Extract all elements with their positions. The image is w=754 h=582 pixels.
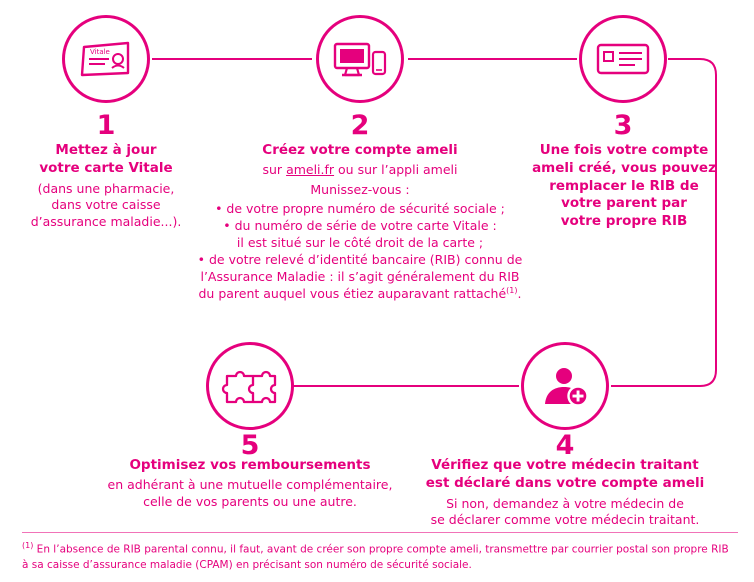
step-1-icon-circle — [62, 15, 150, 103]
step-1-sub-line-1: (dans une pharmacie, — [37, 180, 175, 196]
step-3-title-line-1: Une fois votre compte — [539, 142, 709, 158]
amelifr-link[interactable]: ameli.fr — [286, 161, 335, 177]
step-1-title-line-1: Mettez à jour — [55, 142, 157, 158]
step-2-number: 2 — [350, 110, 370, 141]
step-4-sub-line-1: Si non, demandez à votre médecin de — [446, 495, 684, 511]
step-4-sub-line-2: se déclarer comme votre médecin traitant. — [430, 512, 700, 528]
footnote-marker: (1) — [506, 285, 518, 295]
step-4-icon-circle — [521, 342, 609, 430]
step-2-title: Créez votre compte ameli — [262, 142, 458, 158]
step-2-icon-circle — [316, 15, 404, 103]
step-5-title: Optimisez vos remboursements — [129, 457, 371, 473]
footnote-marker-1: (1) — [22, 541, 34, 550]
step-3-title-line-4: votre parent par — [561, 195, 687, 212]
list-item: • du numéro de série de votre carte Vitale : — [223, 218, 497, 233]
footnote-text-1: En l’absence de RIB parental connu, il faut, avant de créer son propre compte ameli, transmettre par courrier postal son propre RIB — [33, 543, 729, 556]
step-1-sub-line-3: d’assurance maladie...). — [30, 214, 182, 230]
step-1-text — [16, 142, 196, 231]
step-4-title-line-1: Vérifiez que votre médecin traitant — [431, 457, 699, 473]
bank-card-icon — [595, 39, 651, 79]
step-5-number: 5 — [240, 430, 260, 461]
step-2-sub-suffix: ou sur l’appli ameli — [334, 161, 458, 177]
list-lead: Munissez-vous : — [310, 182, 410, 197]
list-item-cont: l’Assurance Maladie : il s’agit généralement du RIB — [200, 269, 520, 284]
step-1-title-line-2: votre carte Vitale — [39, 159, 173, 176]
step-1-sub-line-2: dans votre caisse — [51, 197, 161, 213]
step-3-title-line-3: remplacer le RIB de — [549, 177, 699, 194]
step-3-number: 3 — [613, 110, 633, 141]
svg-text:Vitale: Vitale — [90, 48, 110, 56]
step-4-text — [420, 457, 710, 529]
step-5-sub-line-1: en adhérant à une mutuelle complémentaire, — [107, 476, 393, 492]
step-3-title-line-2: ameli créé, vous pouvez — [532, 159, 716, 176]
step-5-icon-circle — [206, 342, 294, 430]
step-5-text — [105, 457, 395, 510]
footnote — [22, 540, 738, 573]
step-1-number: 1 — [96, 110, 116, 141]
step-3-title-line-5: votre propre RIB — [560, 213, 688, 230]
step-2-text — [210, 142, 510, 179]
step-4-number: 4 — [555, 430, 575, 461]
step-4-title-line-2: est déclaré dans votre compte ameli — [425, 474, 705, 491]
step-2-sub — [210, 162, 510, 179]
step-5-sub-line-2: celle de vos parents ou une autre. — [143, 493, 357, 509]
list-item-cont: il est situé sur le côté droit de la carte ; — [236, 235, 484, 250]
footnote-divider — [22, 532, 738, 533]
computer-and-phone-icon — [331, 36, 389, 82]
list-item: • de votre propre numéro de sécurité sociale ; — [215, 201, 505, 216]
vitale-card-icon — [78, 37, 134, 81]
doctor-icon — [538, 363, 592, 409]
step-2-requirements-list — [197, 181, 523, 302]
puzzle-pieces-icon — [221, 364, 279, 408]
list-item: • de votre relevé d’identité bancaire (RIB) connu de — [197, 252, 523, 267]
footnote-line-1 — [22, 540, 738, 558]
step-3-text — [528, 142, 720, 231]
list-item-cont: du parent auquel vous étiez auparavant rattaché$^{(1)}$. — [198, 285, 522, 301]
step-2-sub-prefix: sur — [262, 161, 287, 177]
step-3-icon-circle — [579, 15, 667, 103]
footnote-line-2: à sa caisse d’assurance maladie (CPAM) en précisant son numéro de sécurité sociale. — [22, 558, 472, 571]
